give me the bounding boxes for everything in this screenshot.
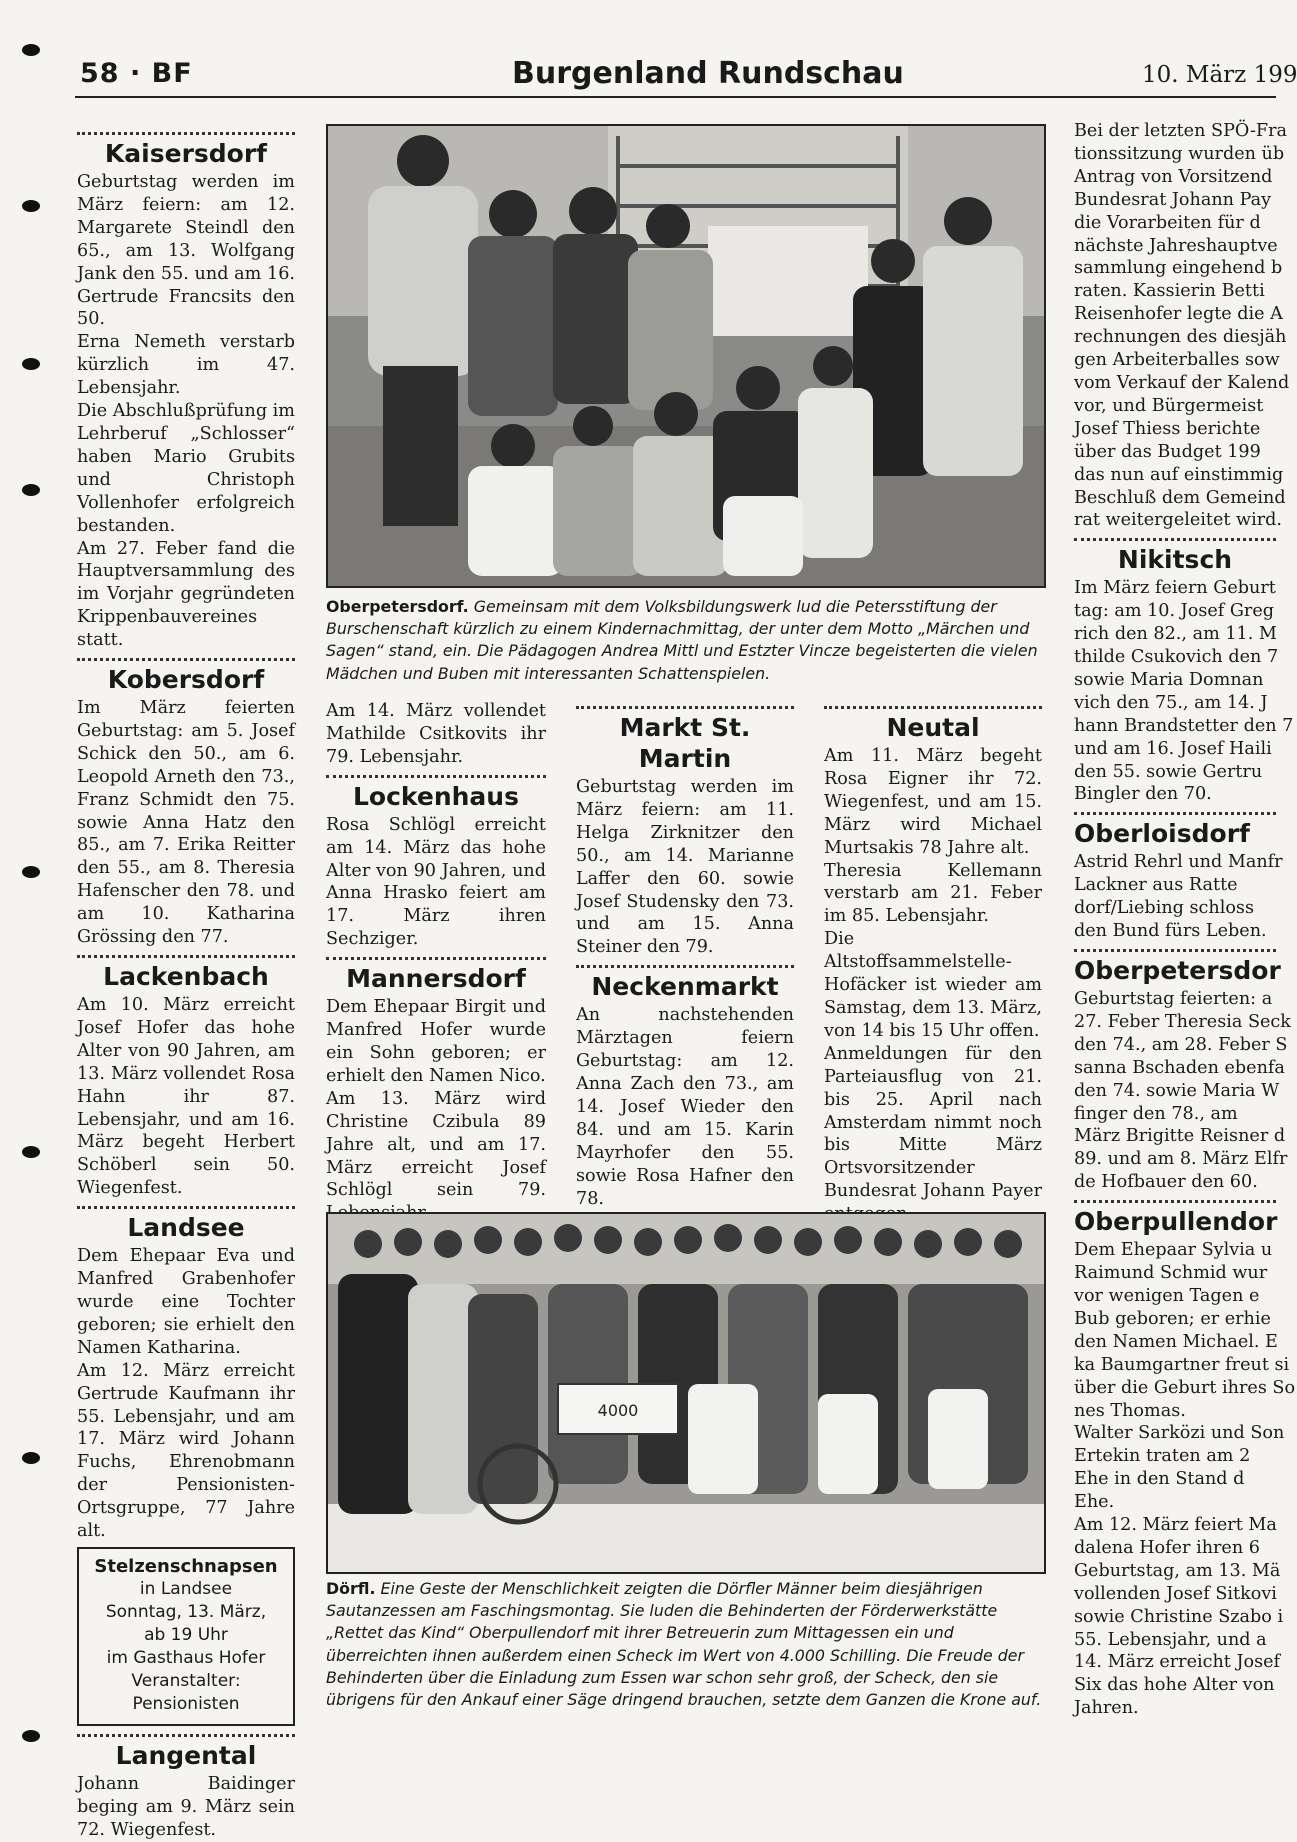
article-line: das nun auf einstimmig — [1074, 464, 1284, 485]
article-line: vor, und Bürgermeist — [1074, 395, 1264, 416]
section-title: Kaisersdorf — [104, 139, 268, 168]
column-4 — [824, 700, 1042, 1226]
event-title: Stelzenschnapsen — [94, 1555, 278, 1577]
section-title: Neckenmarkt — [591, 972, 779, 1002]
column-3 — [576, 700, 794, 1279]
section-divider — [1074, 1200, 1276, 1203]
section-divider — [326, 775, 546, 778]
binder-hole — [22, 1452, 40, 1464]
column-5 — [1074, 120, 1296, 1720]
article-line: Ehe. — [1074, 1492, 1115, 1513]
article-line: Bundesrat Johann Pay — [1074, 189, 1272, 210]
article-line: Bei der letzten SPÖ-Fra — [1074, 121, 1288, 141]
photo-illustration — [328, 126, 1044, 586]
event-line: ab 19 Uhr — [144, 1624, 228, 1645]
event-line: im Gasthaus Hofer — [106, 1647, 266, 1668]
article-line: tag: am 10. Josef Greg — [1074, 601, 1275, 622]
article-line: über das Budget 199 — [1074, 441, 1261, 462]
issue-date: 10. März 199 — [1142, 62, 1297, 88]
article-line: dorf/Liebing schloss — [1074, 898, 1254, 919]
article-line: rechnungen des diesjäh — [1074, 327, 1287, 348]
article-line: den Bund fürs Leben. — [1074, 921, 1267, 942]
binder-hole — [22, 866, 40, 878]
section-title: Lockenhaus — [353, 781, 519, 811]
section-divider — [77, 1206, 295, 1209]
section-divider — [576, 706, 794, 709]
article-line: rich den 82., am 11. M — [1074, 624, 1277, 645]
article-text: Geburtstag werden im März feiern: am 12. Margarete Steindl den 65., am 13. Wolfgang Jank den 55. und am 16. Gertrude Francsits den 50. — [77, 172, 295, 330]
section-divider — [576, 965, 794, 968]
article-line: 14. März erreicht Josef — [1074, 1652, 1281, 1673]
article-line: ka Baumgartner freut si — [1074, 1354, 1290, 1375]
caption-place: Dörfl. — [326, 1579, 376, 1598]
photo-doerfl-group — [326, 1212, 1046, 1574]
article-line: Six das hohe Alter von — [1074, 1675, 1275, 1696]
article-text: Am 27. Feber fand die Hauptversammlung des im Vorjahr gegründeten Krippenbauvereines statt. — [77, 538, 295, 651]
section-divider — [77, 1734, 295, 1737]
article-line: Lackner aus Ratte — [1074, 875, 1238, 896]
section-divider — [1074, 949, 1276, 952]
article-text: Am 13. März wird Christine Czibula 89 Jahre alt, und am 17. März erreicht Josef Schlögl sein 79. — [326, 1088, 546, 1201]
article-line: sanna Bschaden ebenfa — [1074, 1057, 1285, 1078]
article-text: Erna Nemeth verstarb kürzlich im 47. Lebensjahr. — [77, 332, 295, 399]
article-line: nächste Jahreshauptve — [1074, 235, 1278, 256]
article-line: finger den 78., am — [1074, 1103, 1238, 1124]
article-line: den 74. sowie Maria W — [1074, 1080, 1280, 1101]
article-line: Am 12. März feiert Ma — [1074, 1515, 1277, 1536]
article-line: 89. und am 8. März Elfr — [1074, 1149, 1288, 1170]
binder-hole — [22, 200, 40, 212]
section-divider — [1074, 812, 1276, 815]
event-line: Pensionisten — [132, 1693, 240, 1714]
article-text: Am 12. März erreicht Gertrude Kaufmann ihr 55. Lebensjahr, und am 17. März wird Johann Fuchs, Ehrenobmann der Pensionisten-Ortsgruppe, 77 Jahre alt. — [77, 1360, 295, 1542]
article-line: über die Geburt ihres So — [1074, 1377, 1296, 1398]
caption-place: Oberpetersdorf. — [326, 597, 469, 616]
event-line: in Landsee — [139, 1578, 233, 1599]
photo-caption-oberpetersdorf — [326, 596, 1042, 685]
binder-hole — [22, 358, 40, 370]
article-line: de Hofbauer den 60. — [1074, 1172, 1258, 1193]
article-line: Raimund Schmid wur — [1074, 1263, 1268, 1284]
article-text: An nachstehenden Märztagen feiern Geburtstag: am 12. Anna Zach den 73., am 14. Josef Wieder den 84. und am 15. Karin Mayrhofer den 55. sowie Rosa Hafner den 78. — [576, 1005, 794, 1209]
binder-hole — [22, 484, 40, 496]
article-line: Geburtstag, am 13. Mä — [1074, 1560, 1281, 1581]
section-title: Kobersdorf — [107, 665, 265, 695]
article-line: Astrid Rehrl und Manfr — [1074, 852, 1283, 873]
article-text: Geburtstag werden im März feiern: am 11. Helga Zirknitzer den 50., am 14. Marianne Laffer den 60. sowie Josef Studensky den 73. und am 15. Anna Steiner den 79. — [576, 777, 794, 958]
article-text: Johann Baidinger beging am 9. März sein 72. Wiegenfest. — [77, 1773, 295, 1840]
article-line: vom Verkauf der Kalend — [1074, 372, 1290, 393]
article-line: Jahren. — [1074, 1698, 1139, 1719]
article-line: hann Brandstetter den 7 — [1074, 715, 1294, 736]
section-divider — [77, 955, 295, 958]
article-line: raten. Kassierin Betti — [1074, 281, 1265, 302]
article-line: sowie Maria Domnan — [1074, 669, 1264, 690]
section-title: Lackenbach — [103, 962, 269, 991]
article-line: rat weitergeleitet wird. — [1074, 510, 1282, 531]
section-title: Oberpetersdor — [1074, 956, 1281, 985]
binder-hole — [22, 1730, 40, 1742]
event-line: Sonntag, 13. März, — [105, 1601, 267, 1622]
check-amount: 4000 — [597, 1401, 639, 1420]
article-line: Beschluß dem Gemeind — [1074, 487, 1286, 508]
section-title: Nikitsch — [1117, 545, 1233, 575]
article-line: sowie Christine Szabo i — [1074, 1606, 1284, 1627]
article-text: Im März feierten Geburtstag: am 5. Josef Schick den 50., am 6. Leopold Arneth den 73., Franz Schmidt den 75. sowie Anna Hatz den 85., am 7. Erika Reitter den 55., am 8. Theresia Hafenscher den 78. und am 10. Katharina Grössing den 77. — [77, 698, 295, 948]
article-text: Am 11. März begeht Rosa Eigner ihr 72. Wiegenfest, und am 15. März wird Michael Murtsakis 78 Jahre alt. — [824, 746, 1042, 858]
article-line: und am 16. Josef Haili — [1074, 738, 1272, 759]
section-divider — [824, 706, 1042, 709]
article-line: dalena Hofer ihren 6 — [1074, 1537, 1260, 1558]
header-rule — [75, 96, 1276, 98]
article-line: vollenden Josef Sitkovi — [1074, 1583, 1277, 1604]
section-title: Neutal — [886, 713, 980, 742]
column-1 — [77, 126, 295, 1842]
article-line: Antrag von Vorsitzend — [1074, 166, 1273, 187]
article-text: Die Altstoffsammelstelle-Hofäcker ist wieder am Samstag, dem 13. März, von 14 bis 15 Uhr offen. — [824, 929, 1042, 1041]
article-line: 55. Lebensjahr, und a — [1074, 1629, 1267, 1650]
newspaper-title: Burgenland Rundschau — [512, 56, 904, 91]
caption-text: Gemeinsam mit dem Volksbildungswerk lud die Petersstiftung der Burschenschaft kürzlich zu einem Kindernachmittag, der unter dem Motto „Märchen und Sagen“ stand, ein. Die Pädagogen Andrea Mittl und Estzter Vincze begeisterten die vielen Mädchen und Buben mit interessanten Schattenspielen. — [326, 597, 1038, 683]
article-text: Am 10. März erreicht Josef Hofer das hohe Alter von 90 Jahren, am 13. März vollendet Rosa Hahn ihr 87. Lebensjahr, und am 16. März begeht Herbert Schöberl sein 50. Wiegenfest. — [77, 995, 295, 1199]
article-line: 27. Feber Theresia Seck — [1074, 1011, 1291, 1032]
article-text: Dem Ehepaar Birgit und Manfred Hofer wurde ein Sohn geboren; er erhielt den Namen Nico. — [326, 997, 546, 1086]
page-number: 58 · BF — [80, 58, 193, 89]
section-title: Oberpullendor — [1074, 1207, 1278, 1237]
section-title: Mannersdorf — [346, 964, 526, 994]
article-line: vich den 75., am 14. J — [1074, 692, 1268, 713]
event-box — [77, 1547, 295, 1726]
article-text: Dem Ehepaar Eva und Manfred Grabenhofer wurde eine Tochter geboren; sie erhielt den Namen Katharina. — [77, 1246, 295, 1358]
event-line: Veranstalter: — [131, 1670, 241, 1691]
article-line: vor wenigen Tagen e — [1074, 1285, 1260, 1306]
article-line: Bub geboren; er erhie — [1074, 1308, 1271, 1329]
article-line: Geburtstag feierten: a — [1074, 989, 1273, 1009]
binder-hole — [22, 1146, 40, 1158]
section-title: Landsee — [127, 1213, 245, 1243]
article-line: Ertekin traten am 2 — [1074, 1446, 1251, 1467]
article-line: Walter Sarközi und Son — [1074, 1423, 1285, 1444]
section-title: Markt St. Martin — [619, 713, 751, 773]
binder-hole — [22, 44, 40, 56]
article-line: gen Arbeiterballes sow — [1074, 350, 1280, 371]
section-title: Langental — [115, 1740, 257, 1770]
article-line: tionssitzung wurden üb — [1074, 143, 1285, 164]
article-line: thilde Csukovich den 7 — [1074, 647, 1279, 668]
article-line: den 74., am 28. Feber S — [1074, 1034, 1288, 1055]
article-line: Reisenhofer legte die A — [1074, 304, 1283, 325]
section-title: Oberloisdorf — [1074, 819, 1250, 849]
photo-caption-doerfl — [326, 1578, 1042, 1711]
section-divider — [77, 132, 295, 135]
article-line: Dem Ehepaar Sylvia u — [1074, 1240, 1273, 1261]
article-line: den Namen Michael. E — [1074, 1331, 1278, 1352]
article-line: sammlung eingehend b — [1074, 258, 1283, 279]
article-line: Ehe in den Stand d — [1074, 1469, 1245, 1490]
caption-text: Eine Geste der Menschlichkeit zeigten die Dörfler Männer beim diesjährigen Sautanzessen am Faschingsmontag. Sie luden die Behinderten der Förderwerkstätte „Rettet das Kind“ Oberpullendorf mit ihrer Betreuerin zum Mittagessen ein und überreichten ihnen außerdem einen Scheck im Wert von 4.000 Schilling. Die Freude der Behinderten über die Einladung zum Essen war schon sehr groß, der Scheck, den sie übrigens für den Ankauf einer Säge dringend brauchen, setzte dem Ganzen die Krone auf. — [326, 1579, 1042, 1710]
article-text: Rosa Schlögl erreicht am 14. März das hohe Alter von 90 Jahren, und Anna Hrasko feiert am 17. März ihren Sechziger. — [326, 814, 546, 950]
article-line: den 55. sowie Gertru — [1074, 761, 1263, 782]
article-line: die Vorarbeiten für d — [1074, 212, 1261, 233]
article-line: Josef Thiess berichte — [1074, 418, 1261, 439]
section-divider — [1074, 538, 1276, 541]
photo-children-group — [326, 124, 1046, 588]
article-line: März Brigitte Reisner d — [1074, 1126, 1286, 1147]
article-text: Am 14. März vollendet Mathilde Csitkovits ihr 79. Lebensjahr. — [326, 701, 546, 767]
photo-illustration — [328, 1214, 1044, 1572]
article-line: Bingler den 70. — [1074, 784, 1212, 805]
section-divider — [326, 957, 546, 960]
article-text: Anmeldungen für den Parteiausflug von 21. bis 25. April nach Amsterdam nimmt noch bis Mitte März Ortsvorsitzender Bundesrat Johann Payer — [824, 1043, 1042, 1202]
article-line: Im März feiern Geburt — [1074, 578, 1276, 599]
article-line: nes Thomas. — [1074, 1400, 1186, 1421]
section-divider — [77, 658, 295, 661]
article-text: Theresia Kellemann verstarb am 21. Feber im 85. Lebensjahr. — [824, 860, 1042, 927]
column-2 — [326, 700, 546, 1225]
article-text: Die Abschlußprüfung im Lehrberuf „Schlosser“ haben Mario Grubits und Christoph Vollenhofer erfolgreich bestanden. — [77, 401, 295, 536]
